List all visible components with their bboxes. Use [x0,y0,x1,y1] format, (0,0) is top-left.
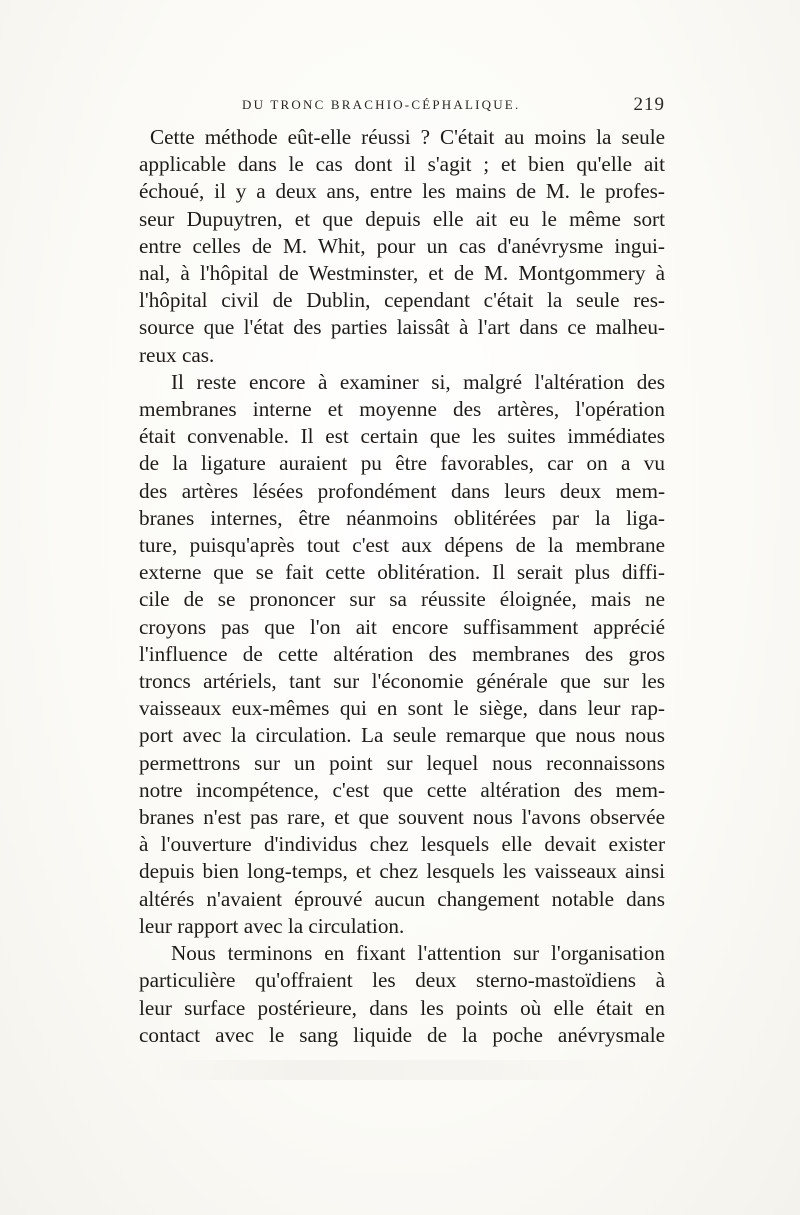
text-line: contact avec le sang liquide de la poche anévrysmale [139,1022,665,1047]
text-line: applicable dans le cas dont il s'agit ; et bien qu'elle ait [139,152,665,177]
text-line: membranes interne et moyenne des artères, l'opération [139,397,665,422]
text-line: de la ligature auraient pu être favorables, car on a vu [139,451,665,476]
text-line: Nous terminons en fixant l'attention sur l'organisation [171,941,665,966]
paragraph-3 [139,940,665,1049]
page-number: 219 [633,94,665,115]
text-line: seur Dupuytren, et que depuis elle ait eu le même sort [139,206,665,231]
text-line: leur surface postérieure, dans les points où elle était en [139,995,665,1020]
text-line: externe que se fait cette oblitération. Il serait plus diffi- [139,560,665,585]
text-line: source que l'état des parties laissât à l'art dans ce malheu- [139,315,665,340]
text-line: croyons pas que l'on ait encore suffisamment apprécié [139,614,665,639]
text-line: particulière qu'offraient les deux sterno-mastoïdiens à [139,968,665,993]
text-line: nal, à l'hôpital de Westminster, et de M. Montgommery à [139,261,665,286]
running-head [140,94,665,121]
text-line: Il reste encore à examiner si, malgré l'altération des [171,369,665,394]
text-line: cile de se prononcer sur sa réussite éloignée, mais ne [139,587,665,612]
print-bleed-shadow [150,1060,650,1080]
text-line: des artères lésées profondément dans leurs deux mem- [139,478,665,503]
body-text [139,124,665,1049]
paragraph-1 [139,124,665,369]
text-line: ture, puisqu'après tout c'est aux dépens de la membrane [139,533,665,558]
text-line: troncs artériels, tant sur l'économie générale que sur les [139,669,665,694]
text-line: depuis bien long-temps, et chez lesquels les vaisseaux ainsi [139,859,665,884]
text-line: échoué, il y a deux ans, entre les mains de M. le profes- [139,179,665,204]
text-line: l'hôpital civil de Dublin, cependant c'était la seule res- [139,288,665,313]
text-line: branes internes, être néanmoins oblitérées par la liga- [139,505,665,530]
text-line: branes n'est pas rare, et que souvent nous l'avons observée [139,805,665,830]
text-line: entre celles de M. Whit, pour un cas d'anévrysme ingui- [139,233,665,258]
text-line: Cette méthode eût-elle réussi ? C'était au moins la seule [150,125,665,149]
text-line: l'influence de cette altération des membranes des gros [139,641,665,666]
paragraph-2 [139,369,665,940]
text-line: était convenable. Il est certain que les suites immédiates [139,424,665,449]
running-title: DU TRONC BRACHIO-CÉPHALIQUE. [242,97,521,112]
text-line: altérés n'avaient éprouvé aucun changement notable dans [139,886,665,911]
text-line: vaisseaux eux-mêmes qui en sont le siège, dans leur rap- [139,696,665,721]
text-line: permettrons sur un point sur lequel nous reconnaissons [139,750,665,775]
text-line: leur rapport avec la circulation. [139,913,405,938]
text-line: à l'ouverture d'individus chez lesquels elle devait exister [139,832,665,857]
text-line: reux cas. [139,342,215,367]
text-line: port avec la circulation. La seule remarque que nous nous [139,723,665,748]
text-line: notre incompétence, c'est que cette altération des mem- [139,777,665,802]
